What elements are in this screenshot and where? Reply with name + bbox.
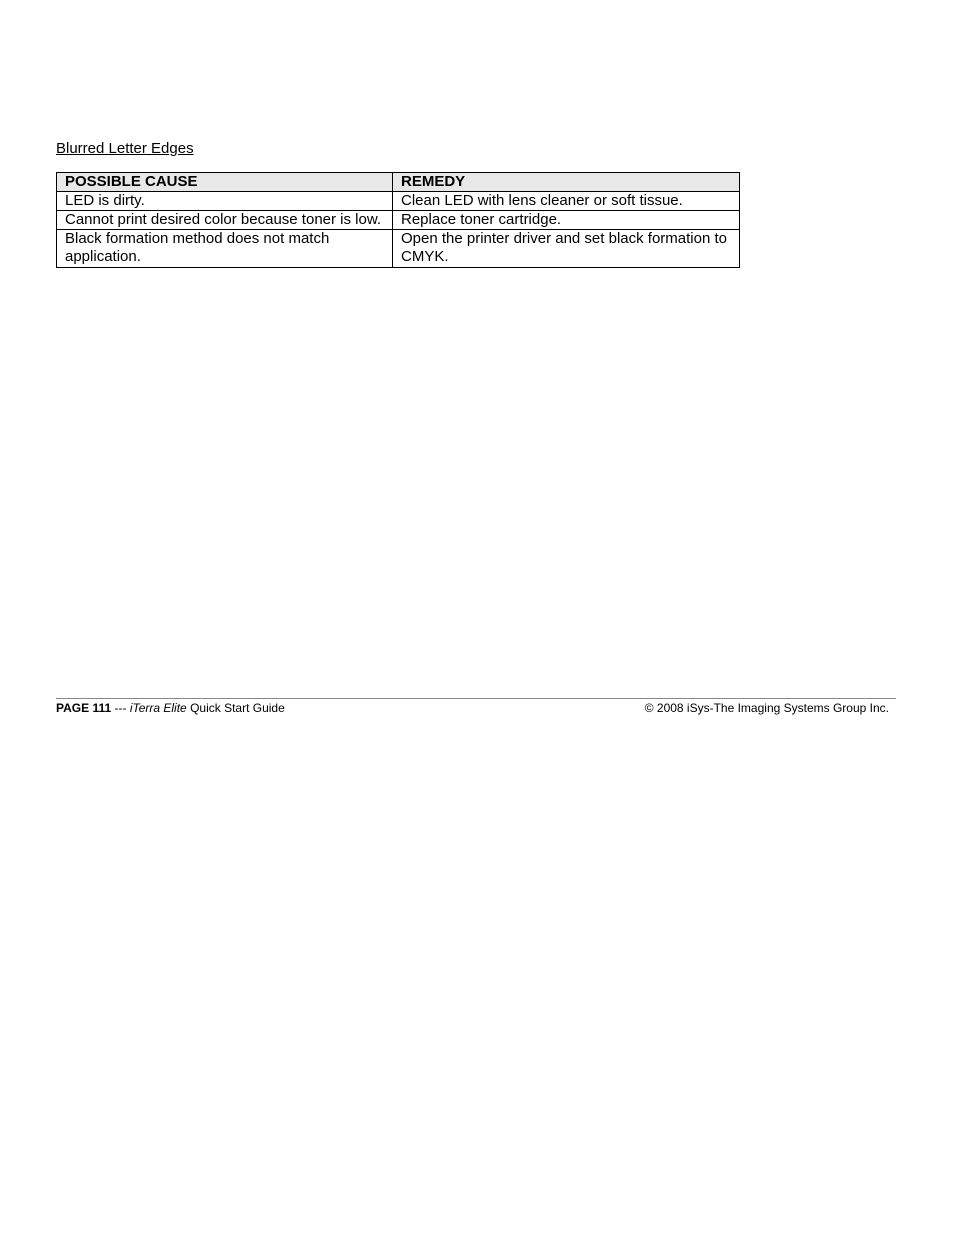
section-heading: Blurred Letter Edges [56, 140, 194, 157]
remedy-line: CMYK. [401, 248, 449, 265]
cause-cell: Black formation method does not match application. [57, 230, 393, 268]
cause-cell: Cannot print desired color because toner is low. [57, 211, 393, 230]
column-header-remedy: REMEDY [393, 173, 740, 192]
footer-page-info [56, 701, 285, 715]
table-row [57, 211, 740, 230]
remedy-cell [393, 230, 740, 268]
footer-separator: --- [111, 701, 130, 715]
product-name: iTerra Elite [129, 701, 187, 715]
troubleshooting-table [56, 172, 740, 268]
remedy-cell: Replace toner cartridge. [393, 211, 740, 230]
remedy-line: Open the printer driver and set black formation to [401, 230, 728, 247]
page-number: PAGE 111 [56, 701, 112, 715]
cause-cell: LED is dirty. [57, 192, 393, 211]
footer-copyright: © 2008 iSys-The Imaging Systems Group Inc. [644, 701, 889, 715]
remedy-cell: Clean LED with lens cleaner or soft tissue. [393, 192, 740, 211]
footer-divider [56, 698, 896, 699]
column-header-cause: POSSIBLE CAUSE [57, 173, 393, 192]
guide-title: Quick Start Guide [186, 701, 285, 715]
table-header-row [57, 173, 740, 192]
table-row [57, 192, 740, 211]
table-row [57, 230, 740, 268]
